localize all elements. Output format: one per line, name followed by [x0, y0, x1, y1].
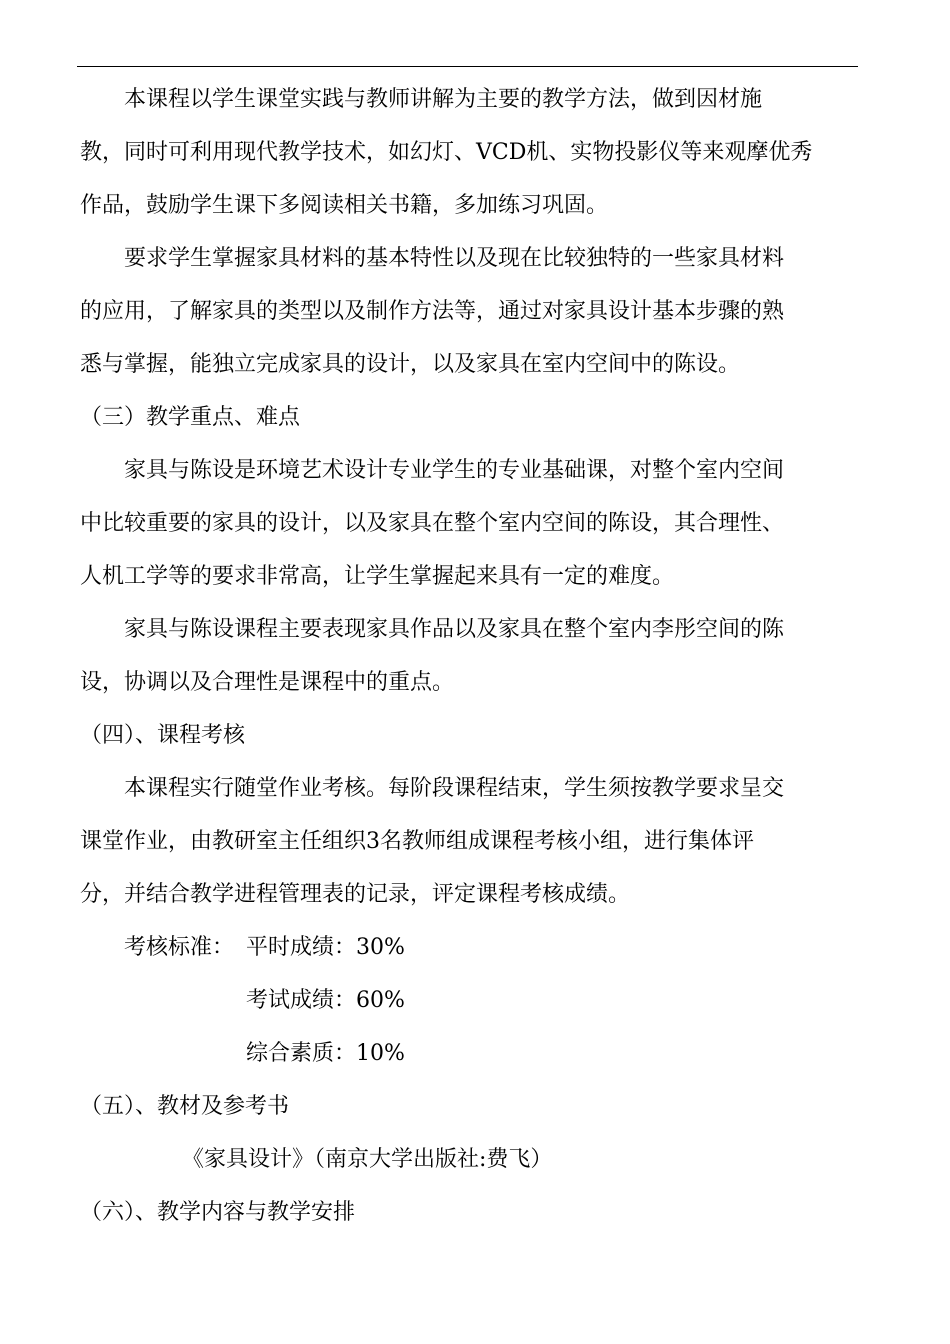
score-item: 考试成绩：60% [246, 988, 405, 1013]
text-line: 人机工学等的要求非常高，让学生掌握起来具有一定的难度。 [80, 564, 675, 589]
text-line: 家具与陈设课程主要表现家具作品以及家具在整个室内李彤空间的陈 [124, 617, 785, 642]
text-line: 悉与掌握，能独立完成家具的设计，以及家具在室内空间中的陈设。 [80, 352, 741, 377]
header-rule [77, 66, 858, 67]
score-item: 综合素质：10% [246, 1041, 405, 1066]
section-heading-3: （三）教学重点、难点 [80, 405, 301, 430]
text-line: 中比较重要的家具的设计，以及家具在整个室内空间的陈设，其合理性、 [80, 511, 785, 536]
text-line: 本课程以学生课堂实践与教师讲解为主要的教学方法，做到因材施 [124, 87, 763, 112]
text-line: 教，同时可利用现代教学技术，如幻灯、VCD机、实物投影仪等来观摩优秀 [80, 140, 813, 165]
text-line: 课堂作业，由教研室主任组织3名教师组成课程考核小组，进行集体评 [80, 829, 754, 854]
reference-book: 《家具设计》（南京大学出版社:费飞） [182, 1147, 553, 1172]
score-item: 平时成绩：30% [246, 935, 405, 960]
text-line: 家具与陈设是环境艺术设计专业学生的专业基础课，对整个室内空间 [124, 458, 785, 483]
text-line: 分，并结合教学进程管理表的记录，评定课程考核成绩。 [80, 882, 631, 907]
text-line: 要求学生掌握家具材料的基本特性以及现在比较独特的一些家具材料 [124, 246, 785, 271]
text-line: 的应用，了解家具的类型以及制作方法等，通过对家具设计基本步骤的熟 [80, 299, 785, 324]
section-heading-4: （四）、课程考核 [80, 723, 246, 748]
section-heading-6: （六）、教学内容与教学安排 [80, 1200, 356, 1225]
text-line: 本课程实行随堂作业考核。每阶段课程结束，学生须按教学要求呈交 [124, 776, 785, 801]
text-line: 作品，鼓励学生课下多阅读相关书籍，多加练习巩固。 [80, 193, 609, 218]
text-line: 设，协调以及合理性是课程中的重点。 [80, 670, 455, 695]
criteria-label: 考核标准： [124, 935, 235, 960]
section-heading-5: （五）、教材及参考书 [80, 1094, 290, 1119]
